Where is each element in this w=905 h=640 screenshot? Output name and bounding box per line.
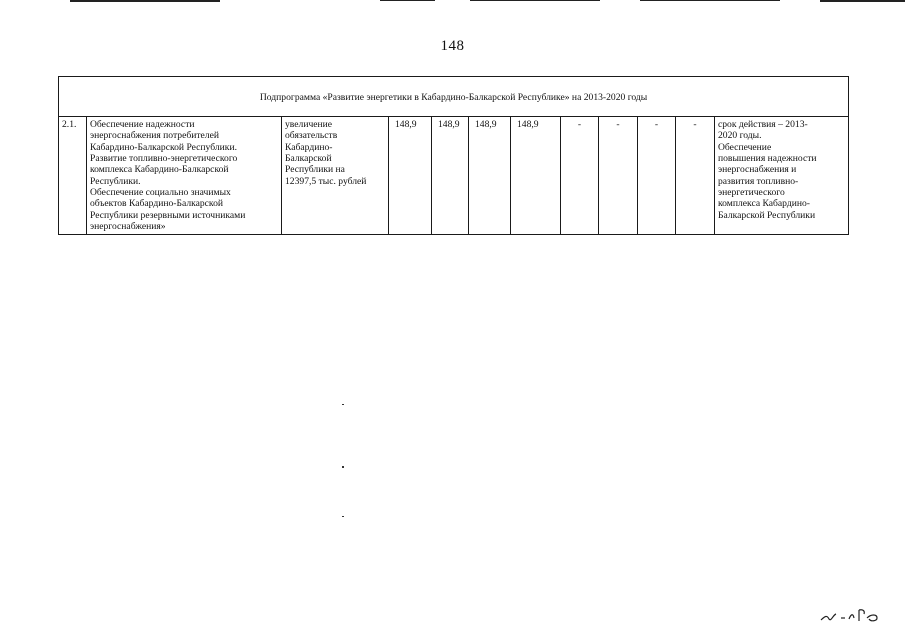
note-line: 2020 годы. <box>718 130 762 142</box>
scan-speck <box>342 404 344 405</box>
row-description <box>87 117 282 235</box>
row-index: 2.1. <box>59 117 87 235</box>
indicator-line: Кабардино- <box>285 141 333 153</box>
description-line: Развитие топливно-энергетического <box>90 152 238 164</box>
description-line: энергоснабжения» <box>90 220 166 232</box>
description-line: Республики резервными источниками <box>90 209 246 221</box>
indicator-line: увеличение <box>285 119 333 130</box>
description-line: Обеспечение надежности <box>90 119 195 130</box>
value-cell: 148,9 <box>511 117 561 235</box>
value-cell: - <box>676 117 715 235</box>
note-line: энергетического <box>718 186 785 198</box>
indicator-line: 12397,5 тыс. рублей <box>285 175 367 187</box>
subprogram-title: Подпрограмма «Развитие энергетики в Кабардино-Балкарской Республике» на 2013-2020 годы <box>59 77 849 117</box>
page-number: 148 <box>440 38 465 54</box>
table-row <box>59 117 849 235</box>
indicator-line: Балкарской <box>285 152 332 164</box>
note-line: срок действия – 2013- <box>718 119 808 130</box>
subprogram-title-row <box>59 77 849 117</box>
row-indicator <box>282 117 389 235</box>
scan-speck <box>342 466 344 468</box>
scan-speck <box>342 516 344 517</box>
value-cell: - <box>561 117 599 235</box>
value-cell: 148,9 <box>432 117 469 235</box>
description-line: Обеспечение социально значимых <box>90 186 231 198</box>
description-line: энергоснабжения потребителей <box>90 130 219 142</box>
description-line: объектов Кабардино-Балкарской <box>90 198 224 210</box>
description-line: комплекса Кабардино-Балкарской <box>90 164 229 176</box>
row-note <box>715 117 849 235</box>
description-line: Республики. <box>90 175 141 187</box>
note-line: комплекса Кабардино- <box>718 198 810 210</box>
value-cell: - <box>638 117 676 235</box>
value-cell: 148,9 <box>389 117 432 235</box>
subprogram-table <box>58 76 849 235</box>
value-cell: 148,9 <box>469 117 511 235</box>
note-line: энергоснабжения и <box>718 164 797 176</box>
indicator-line: Республики на <box>285 164 345 176</box>
handwritten-signature <box>819 606 881 624</box>
note-line: Балкарской Республики <box>718 209 816 221</box>
value-cell: - <box>599 117 638 235</box>
indicator-line: обязательств <box>285 130 338 142</box>
note-line: повышения надежности <box>718 152 817 164</box>
note-line: развития топливно- <box>718 175 799 187</box>
scan-top-edge <box>0 0 905 3</box>
note-line: Обеспечение <box>718 141 772 153</box>
description-line: Кабардино-Балкарской Республики. <box>90 141 237 153</box>
